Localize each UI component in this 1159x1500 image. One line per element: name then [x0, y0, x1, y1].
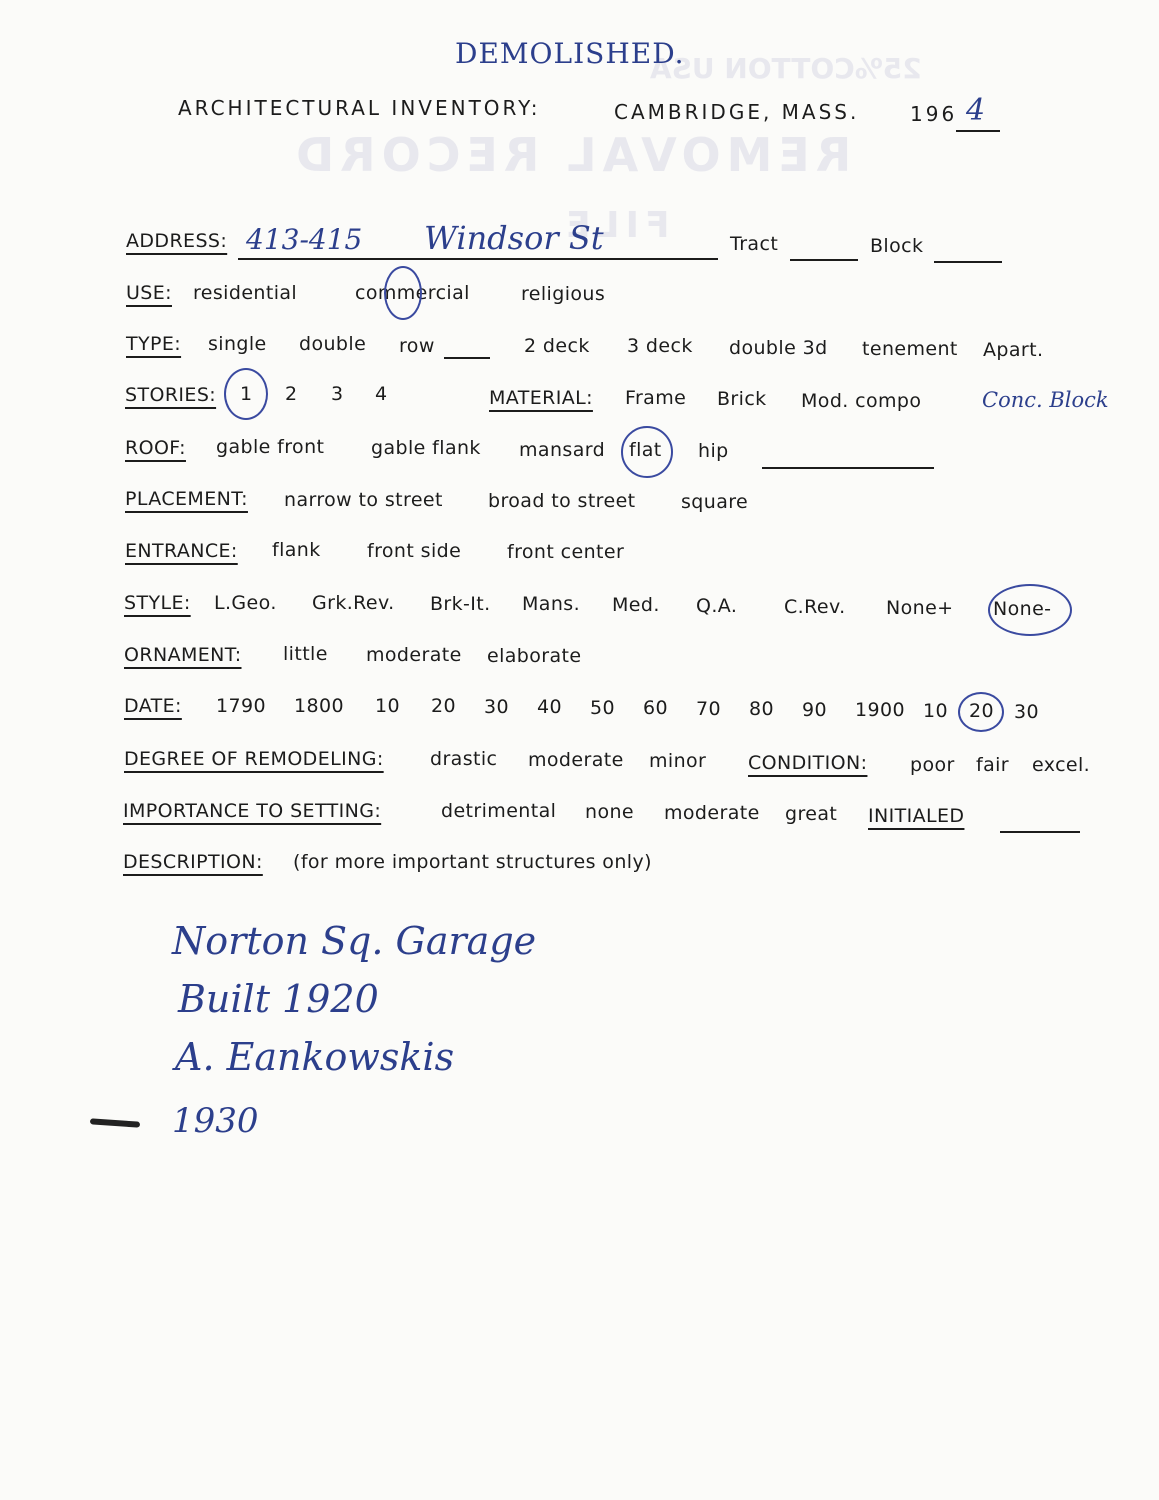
roof-selection-circle [621, 426, 673, 478]
roof-option: hip [698, 440, 729, 462]
remodeling-option: moderate [528, 749, 624, 771]
handwritten-note-line: Norton Sq. Garage [172, 919, 537, 963]
row-blank-line [444, 357, 490, 359]
style-option: Mans. [522, 593, 581, 615]
type-label: TYPE: [126, 333, 182, 355]
use-selection-circle [384, 266, 422, 320]
date-selection-circle [958, 692, 1004, 732]
type-option: single [208, 333, 267, 355]
material-label: MATERIAL: [489, 387, 593, 409]
date-option: 40 [537, 696, 562, 718]
roof-option: mansard [519, 439, 606, 461]
ornament-label: ORNAMENT: [124, 644, 242, 666]
type-option: tenement [862, 338, 958, 360]
address-number: 413-415 [246, 223, 363, 256]
entrance-label: ENTRANCE: [125, 540, 238, 562]
ornament-option: elaborate [487, 645, 582, 667]
material-option: Brick [717, 388, 767, 410]
date-option: 30 [1014, 701, 1039, 723]
placement-option: broad to street [488, 490, 636, 512]
use-option: residential [193, 282, 298, 304]
demolished-stamp: DEMOLISHED. [455, 37, 685, 70]
type-option: 2 deck [524, 335, 590, 357]
material-option: Mod. compo [801, 390, 922, 412]
condition-option: excel. [1032, 754, 1091, 776]
entrance-option: front side [367, 540, 462, 562]
date-option: 90 [802, 699, 827, 721]
date-option: 50 [590, 697, 615, 719]
date-option: 60 [643, 697, 668, 719]
date-option: 20 [431, 695, 456, 717]
stories-label: STORIES: [125, 384, 217, 406]
style-option: Q.A. [696, 595, 738, 617]
ornament-option: moderate [366, 644, 462, 666]
use-option: religious [521, 283, 606, 305]
date-option: 1800 [294, 695, 344, 717]
material-option: Frame [625, 387, 687, 409]
material-handwritten: Conc. Block [982, 388, 1109, 412]
remodeling-option: minor [649, 750, 707, 772]
block-line [934, 261, 1002, 263]
date-label: DATE: [124, 695, 182, 717]
date-option: 80 [749, 698, 774, 720]
condition-option: poor [910, 754, 955, 776]
stories-option-selected: 1 [240, 383, 253, 405]
handwritten-note-line: Built 1920 [178, 977, 379, 1021]
address-label: ADDRESS: [126, 230, 228, 252]
stories-option: 4 [375, 383, 388, 405]
year-blank-line [956, 130, 1000, 132]
style-option: L.Geo. [214, 592, 277, 614]
entrance-option: flank [272, 539, 321, 561]
roof-option-selected: flat [629, 439, 662, 461]
form-title: ARCHITECTURAL INVENTORY: [178, 96, 541, 120]
placement-label: PLACEMENT: [125, 488, 248, 510]
arrow-mark [90, 1118, 140, 1127]
address-street: Windsor St [424, 219, 604, 257]
remodeling-option: drastic [430, 748, 498, 770]
use-label: USE: [126, 282, 172, 304]
date-option: 70 [696, 698, 721, 720]
handwritten-note-line: A. Eankowskis [175, 1035, 455, 1079]
type-option: Apart. [983, 339, 1044, 361]
address-line [238, 258, 718, 260]
year-digit: 4 [966, 93, 986, 128]
importance-option: great [785, 803, 838, 825]
date-option-selected: 20 [969, 700, 994, 722]
roof-option: gable front [216, 436, 325, 458]
style-option: Grk.Rev. [312, 592, 395, 614]
stories-selection-circle [224, 368, 268, 420]
importance-option: none [585, 801, 634, 823]
condition-option: fair [976, 754, 1010, 776]
date-option: 30 [484, 696, 509, 718]
placement-option: square [681, 491, 749, 513]
entrance-option: front center [507, 541, 625, 563]
tract-line [790, 259, 858, 261]
bleed-through-heading: REMOVAL RECORD [290, 128, 852, 182]
roof-label: ROOF: [125, 437, 186, 459]
ornament-option: little [283, 643, 328, 665]
bleed-through-file: FILE [560, 205, 670, 246]
remodeling-label: DEGREE OF REMODELING: [124, 748, 384, 770]
type-option: row [399, 335, 435, 357]
style-option: Med. [612, 594, 660, 616]
date-option: 10 [375, 695, 400, 717]
style-label: STYLE: [124, 592, 191, 614]
style-option: Brk-It. [430, 593, 491, 615]
importance-label: IMPORTANCE TO SETTING: [123, 800, 382, 822]
importance-option: detrimental [441, 800, 557, 822]
date-option: 1900 [855, 699, 905, 721]
type-option: 3 deck [627, 335, 693, 357]
initialed-label: INITIALED [868, 805, 965, 827]
stories-option: 3 [331, 383, 344, 405]
handwritten-note-line: 1930 [172, 1101, 259, 1141]
type-option: double 3d [729, 337, 828, 359]
date-option: 1790 [216, 695, 266, 717]
style-option: None+ [886, 597, 954, 619]
bleed-through-watermark: 25%COTTON USA [650, 52, 922, 85]
use-option-selected: commercial [355, 282, 470, 304]
style-option: C.Rev. [784, 596, 846, 618]
roof-option: gable flank [371, 437, 481, 459]
block-label: Block [870, 235, 924, 257]
roof-blank-line [762, 467, 934, 469]
style-option-selected: None- [993, 598, 1052, 620]
form-year-prefix: 196 [910, 102, 958, 126]
stories-option: 2 [285, 383, 298, 405]
type-option: double [299, 333, 367, 355]
form-city: CAMBRIDGE, MASS. [614, 100, 860, 124]
placement-option: narrow to street [284, 489, 443, 511]
date-option: 10 [923, 700, 948, 722]
description-note: (for more important structures only) [293, 851, 652, 873]
importance-option: moderate [664, 802, 760, 824]
style-selection-circle [988, 584, 1072, 636]
description-label: DESCRIPTION: [123, 851, 263, 873]
condition-label: CONDITION: [748, 752, 868, 774]
tract-label: Tract [730, 233, 779, 255]
initialed-blank-line [1000, 831, 1080, 833]
